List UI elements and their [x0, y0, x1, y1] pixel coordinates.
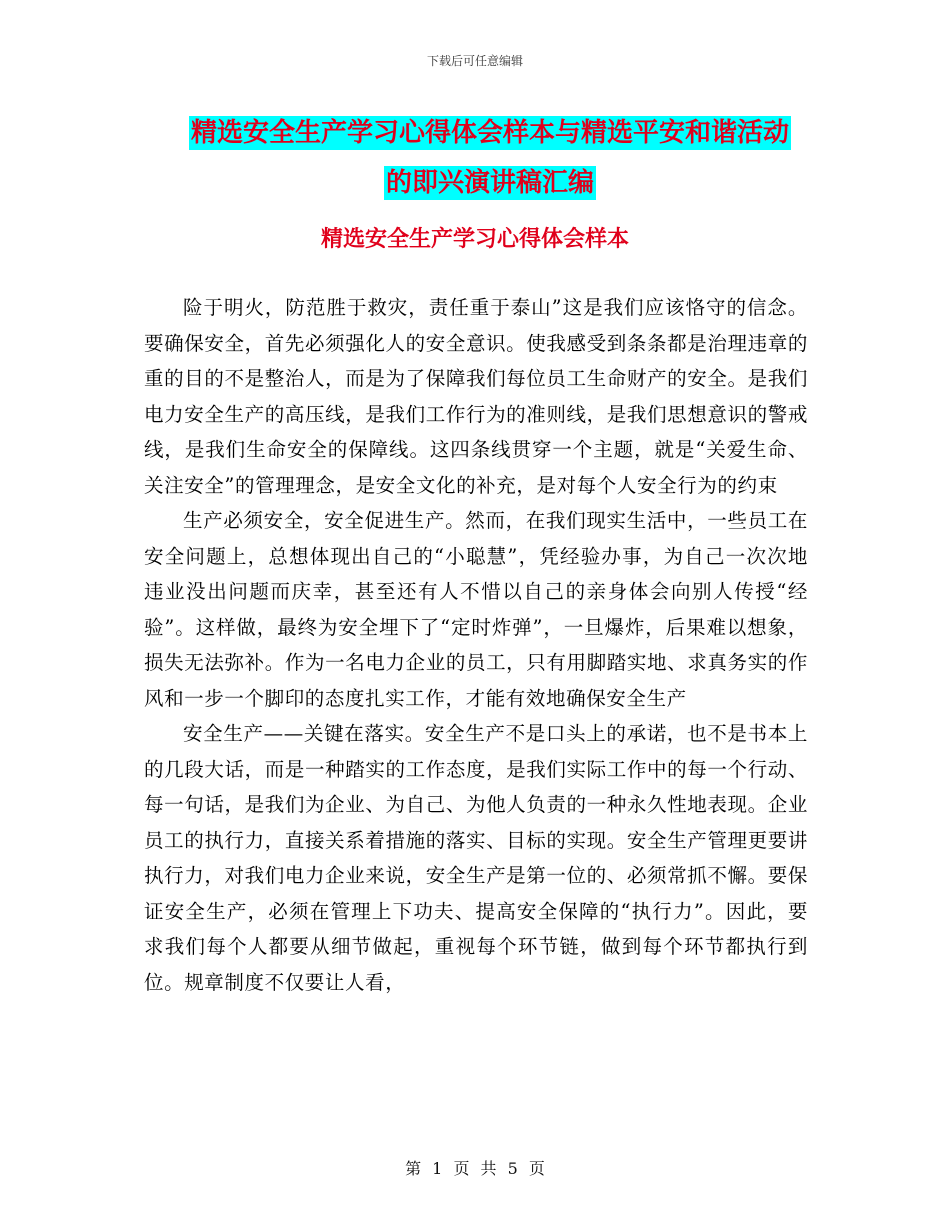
paragraph: 生产必须安全，安全促进生产。然而，在我们现实生活中，一些员工在安全问题上，总想体现出自己的“小聪慧”，凭经验办事，为自己一次次地违业没出问题而庆幸，甚至还有人不惜以自己的亲身体会向别人传授“经验”。这样做，最终为安全埋下了“定时炸弹”，一旦爆炸，后果难以想象，损失无法弥补。作为一名电力企业的员工，只有用脚踏实地、求真务实的作风和一步一个脚印的态度扎实工作，才能有效地确保安全生产	[144, 509, 808, 710]
paragraph: 险于明火，防范胜于救灾，责任重于泰山”这是我们应该恪守的信念。要确保安全，首先必须强化人的安全意识。使我感受到条条都是治理违章的重的目的不是整治人，而是为了保障我们每位员工生命财产的安全。是我们电力安全生产的高压线，是我们工作行为的准则线，是我们思想意识的警戒线，是我们生命安全的保障线。这四条线贯穿一个主题，就是“关爱生命、关注安全”的管理理念，是安全文化的补充，是对每个人安全行为的约束	[144, 296, 808, 497]
body-text	[144, 290, 808, 1000]
paragraph: 安全生产——关键在落实。安全生产不是口头上的承诺，也不是书本上的几段大话，而是一种踏实的工作态度，是我们实际工作中的每一个行动、每一句话，是我们为企业、为自己、为他人负责的一种永久性地表现。企业员工的执行力，直接关系着措施的落实、目标的实现。安全生产管理更要讲执行力，对我们电力企业来说，安全生产是第一位的、必须常抓不懈。要保证安全生产，必须在管理上下功夫、提高安全保障的“执行力”。因此，要求我们每个人都要从细节做起，重视每个环节链，做到每个环节都执行到位。规章制度不仅要让人看，	[144, 722, 808, 994]
section-heading: 精选安全生产学习心得体会样本	[320, 227, 629, 252]
header-note: 下载后可任意编辑	[426, 54, 523, 68]
document-title	[140, 108, 840, 208]
title-line-2: 的即兴演讲稿汇编	[385, 168, 594, 198]
page-footer: 第 1 页 共 5 页	[405, 1159, 545, 1178]
title-line-1: 精选安全生产学习心得体会样本与精选平安和谐活动	[190, 118, 789, 148]
